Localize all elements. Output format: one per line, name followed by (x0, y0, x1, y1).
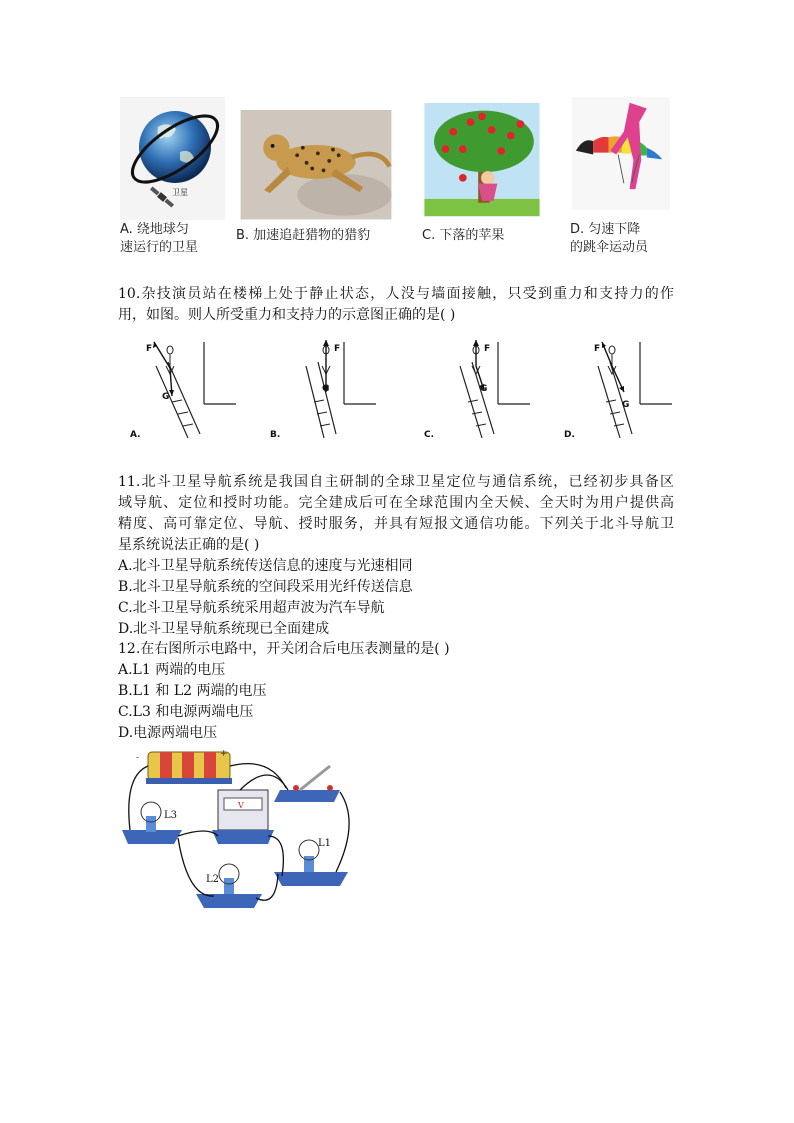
lamp-l2-label: L2 (206, 874, 220, 885)
q12-option-b: B.L1 和 L2 两端的电压 (118, 683, 267, 699)
option-label: D. (564, 430, 575, 440)
option-d-caption: D. 匀速下降 的跳伞运动员 (570, 222, 649, 255)
q11-stem-line2: 域导航、定位和授时功能。完全建成后可在全球范围内全天候、全天时为用户提供高 (118, 495, 674, 511)
satellite-earth-icon (120, 97, 225, 220)
force-g-label: G (480, 384, 488, 394)
option-c-caption: C. 下落的苹果 (422, 228, 505, 243)
ladder-diagram-a (126, 338, 246, 442)
option-label: B. (270, 430, 281, 440)
force-g-label: G (622, 400, 630, 410)
ladder-diagram-d (560, 338, 680, 442)
q11-option-a: A.北斗卫星导航系统传送信息的速度与光速相同 (118, 558, 413, 574)
q10-stem-line2: 用，如图。则人所受重力和支持力的示意图正确的是( ) (118, 307, 456, 323)
voltmeter-label: V (238, 801, 244, 810)
q12-option-a: A.L1 两端的电压 (118, 662, 226, 678)
q11-option-c: C.北斗卫星导航系统采用超声波为汽车导航 (118, 600, 385, 616)
option-label: A. (130, 430, 141, 440)
q10-diagram-d (560, 338, 680, 442)
lamp-l1-label: L1 (318, 838, 332, 849)
force-g-label: G (322, 384, 330, 394)
battery-minus: - (136, 753, 140, 763)
option-b-caption: B. 加速追赶猎物的猎豹 (236, 228, 371, 243)
lamp-l3-label: L3 (164, 810, 178, 821)
option-a-caption: A. 绕地球匀 速运行的卫星 (120, 222, 199, 255)
option-b-cheetah (236, 97, 396, 257)
option-c-apple (422, 97, 542, 257)
q10-stem-line1: 10.杂技演员站在楼梯上处于静止状态，人没与墙面接触，只受到重力和支持力的作 (118, 286, 674, 302)
q11-option-b: B.北斗卫星导航系统的空间段采用光纤传送信息 (118, 579, 413, 595)
q12-option-c: C.L3 和电源两端电压 (118, 704, 254, 720)
option-label: C. (424, 430, 435, 440)
battery-plus: + (220, 749, 228, 759)
q10-diagram-b (266, 338, 386, 442)
parachutist-icon (570, 97, 672, 215)
q11-stem-line1: 11.北斗卫星导航系统是我国自主研制的全球卫星定位与通信系统，已经初步具备区 (118, 474, 674, 490)
q11-stem-line4: 星系统说法正确的是( ) (118, 537, 260, 553)
force-f-label: F (594, 344, 601, 354)
q11-option-d: D.北斗卫星导航系统现已全面建成 (118, 621, 330, 637)
apple-tree-icon (422, 103, 542, 221)
option-a-satellite (120, 97, 225, 257)
circuit-svg (120, 746, 356, 926)
force-f-label: F (146, 344, 153, 354)
q10-diagram-a (126, 338, 246, 442)
q11-stem-line3: 精度、高可靠定位、导航、授时服务，并具有短报文通信功能。下列关于北斗导航卫 (118, 516, 674, 532)
force-f-label: F (334, 344, 341, 354)
force-f-label: F (484, 344, 491, 354)
force-g-label: G (162, 392, 170, 402)
circuit-diagram (120, 746, 356, 926)
q10-diagram-c (420, 338, 540, 442)
cheetah-icon (236, 110, 396, 226)
option-d-parachutist (570, 97, 672, 257)
q12-stem: 12.在右图所示电路中，开关闭合后电压表测量的是( ) (118, 641, 450, 657)
satellite-label: 卫星 (172, 188, 188, 197)
q12-option-d: D.电源两端电压 (118, 725, 218, 741)
